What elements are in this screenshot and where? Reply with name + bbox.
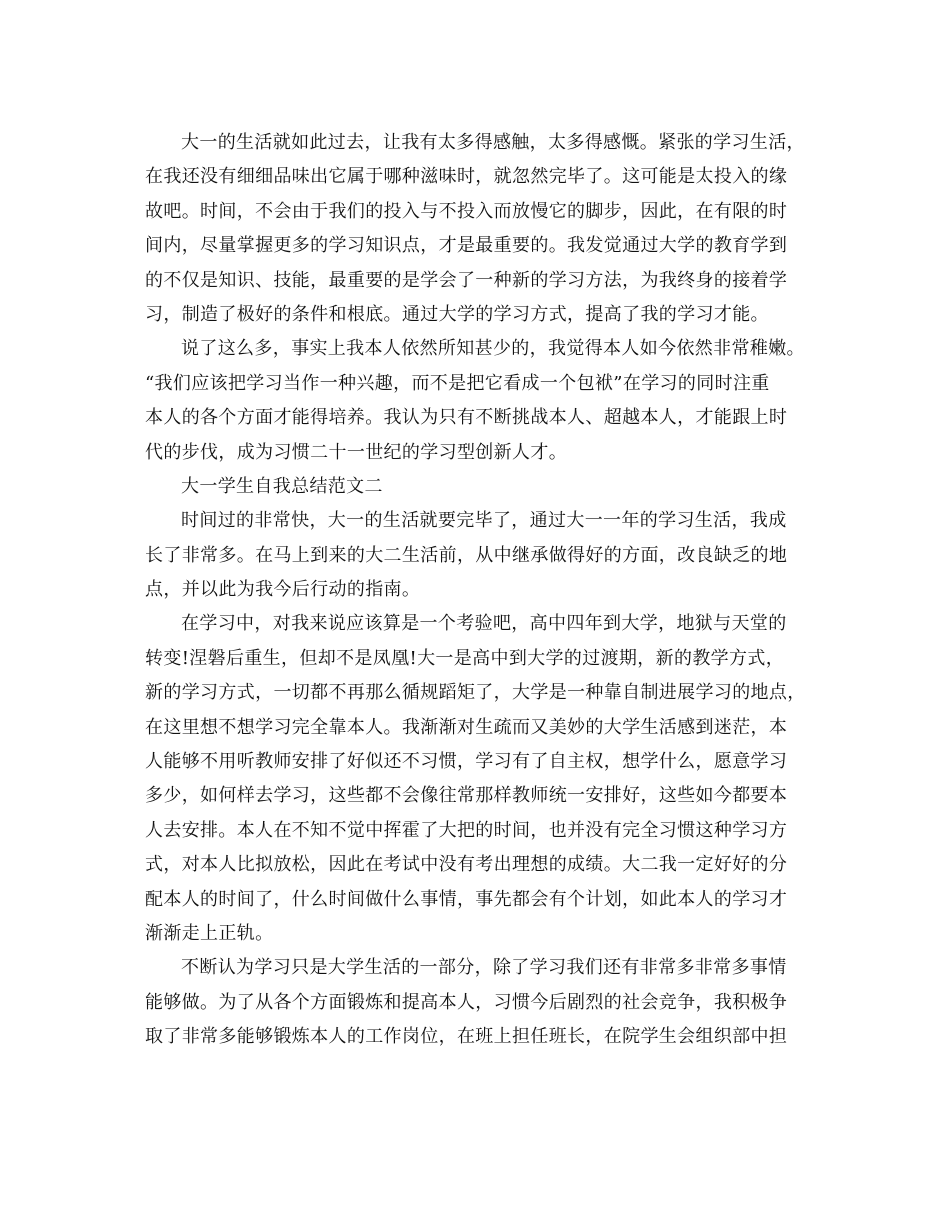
text-line: 在我还没有细细品味出它属于哪种滋味时，就忽然完毕了。这可能是太投入的缘 [145,166,788,188]
text-line: 配本人的时间了，什么时间做什么事情，事先都会有个计划，如此本人的学习才 [145,888,788,910]
section-heading: 大一学生自我总结范文二 [181,475,383,497]
text-line: 新的学习方式，一切都不再那么循规蹈矩了，大学是一种靠自制进展学习的地点， [145,682,806,704]
text-line: 说了这么多，事实上我本人依然所知甚少的，我觉得本人如今依然非常稚嫩。 [181,338,805,360]
text-line: 式，对本人比拟放松，因此在考试中没有考出理想的成绩。大二我一定好好的分 [145,854,788,876]
text-line: 点，并以此为我今后行动的指南。 [145,579,421,601]
text-line: 人能够不用听教师安排了好似还不习惯，学习有了自主权，想学什么，愿意学习 [145,751,788,773]
text-line: 时间过的非常快，大一的生活就要完毕了，通过大一一年的学习生活，我成 [181,510,787,532]
text-line: 故吧。时间，不会由于我们的投入与不投入而放慢它的脚步，因此，在有限的时 [145,200,788,222]
text-line: 在这里想不想学习完全靠本人。我渐渐对生疏而又美妙的大学生活感到迷茫，本 [145,716,788,738]
text-line: 能够做。为了从各个方面锻炼和提高本人，习惯今后剧烈的社会竞争，我积极争 [145,991,788,1013]
document-body [145,126,805,1055]
text-line: 在学习中，对我来说应该算是一个考验吧，高中四年到大学，地狱与天堂的 [181,613,787,635]
text-line: 不断认为学习只是大学生活的一部分，除了学习我们还有非常多非常多事情 [181,957,787,979]
text-line: 习，制造了极好的条件和根底。通过大学的学习方式，提高了我的学习才能。 [145,303,769,325]
text-line: 多少，如何样去学习，这些都不会像往常那样教师统一安排好，这些如今都要本 [145,785,788,807]
text-line: 本人的各个方面才能得培养。我认为只有不断挑战本人、超越本人，才能跟上时 [145,407,788,429]
text-line: 代的步伐，成为习惯二十一世纪的学习型创新人才。 [145,441,568,463]
text-line: 的不仅是知识、技能，最重要的是学会了一种新的学习方法，为我终身的接着学 [145,269,788,291]
text-line: 大一的生活就如此过去，让我有太多得感触，太多得感慨。紧张的学习生活， [181,132,805,153]
text-line: “我们应该把学习当作一种兴趣，而不是把它看成一个包袱”在学习的同时注重 [145,372,770,394]
text-line: 转变!涅磐后重生，但却不是凤凰!大一是高中到大学的过渡期，新的教学方式， [145,647,785,669]
text-line: 渐渐走上正轨。 [145,922,274,944]
text-line: 长了非常多。在马上到来的大二生活前，从中继承做得好的方面，改良缺乏的地 [145,544,788,566]
text-line: 间内，尽量掌握更多的学习知识点，才是最重要的。我发觉通过大学的教育学到 [145,235,788,257]
text-line: 取了非常多能够锻炼本人的工作岗位，在班上担任班长，在院学生会组织部中担 [145,1026,788,1048]
text-line: 人去安排。本人在不知不觉中挥霍了大把的时间，也并没有完全习惯这种学习方 [145,819,788,841]
